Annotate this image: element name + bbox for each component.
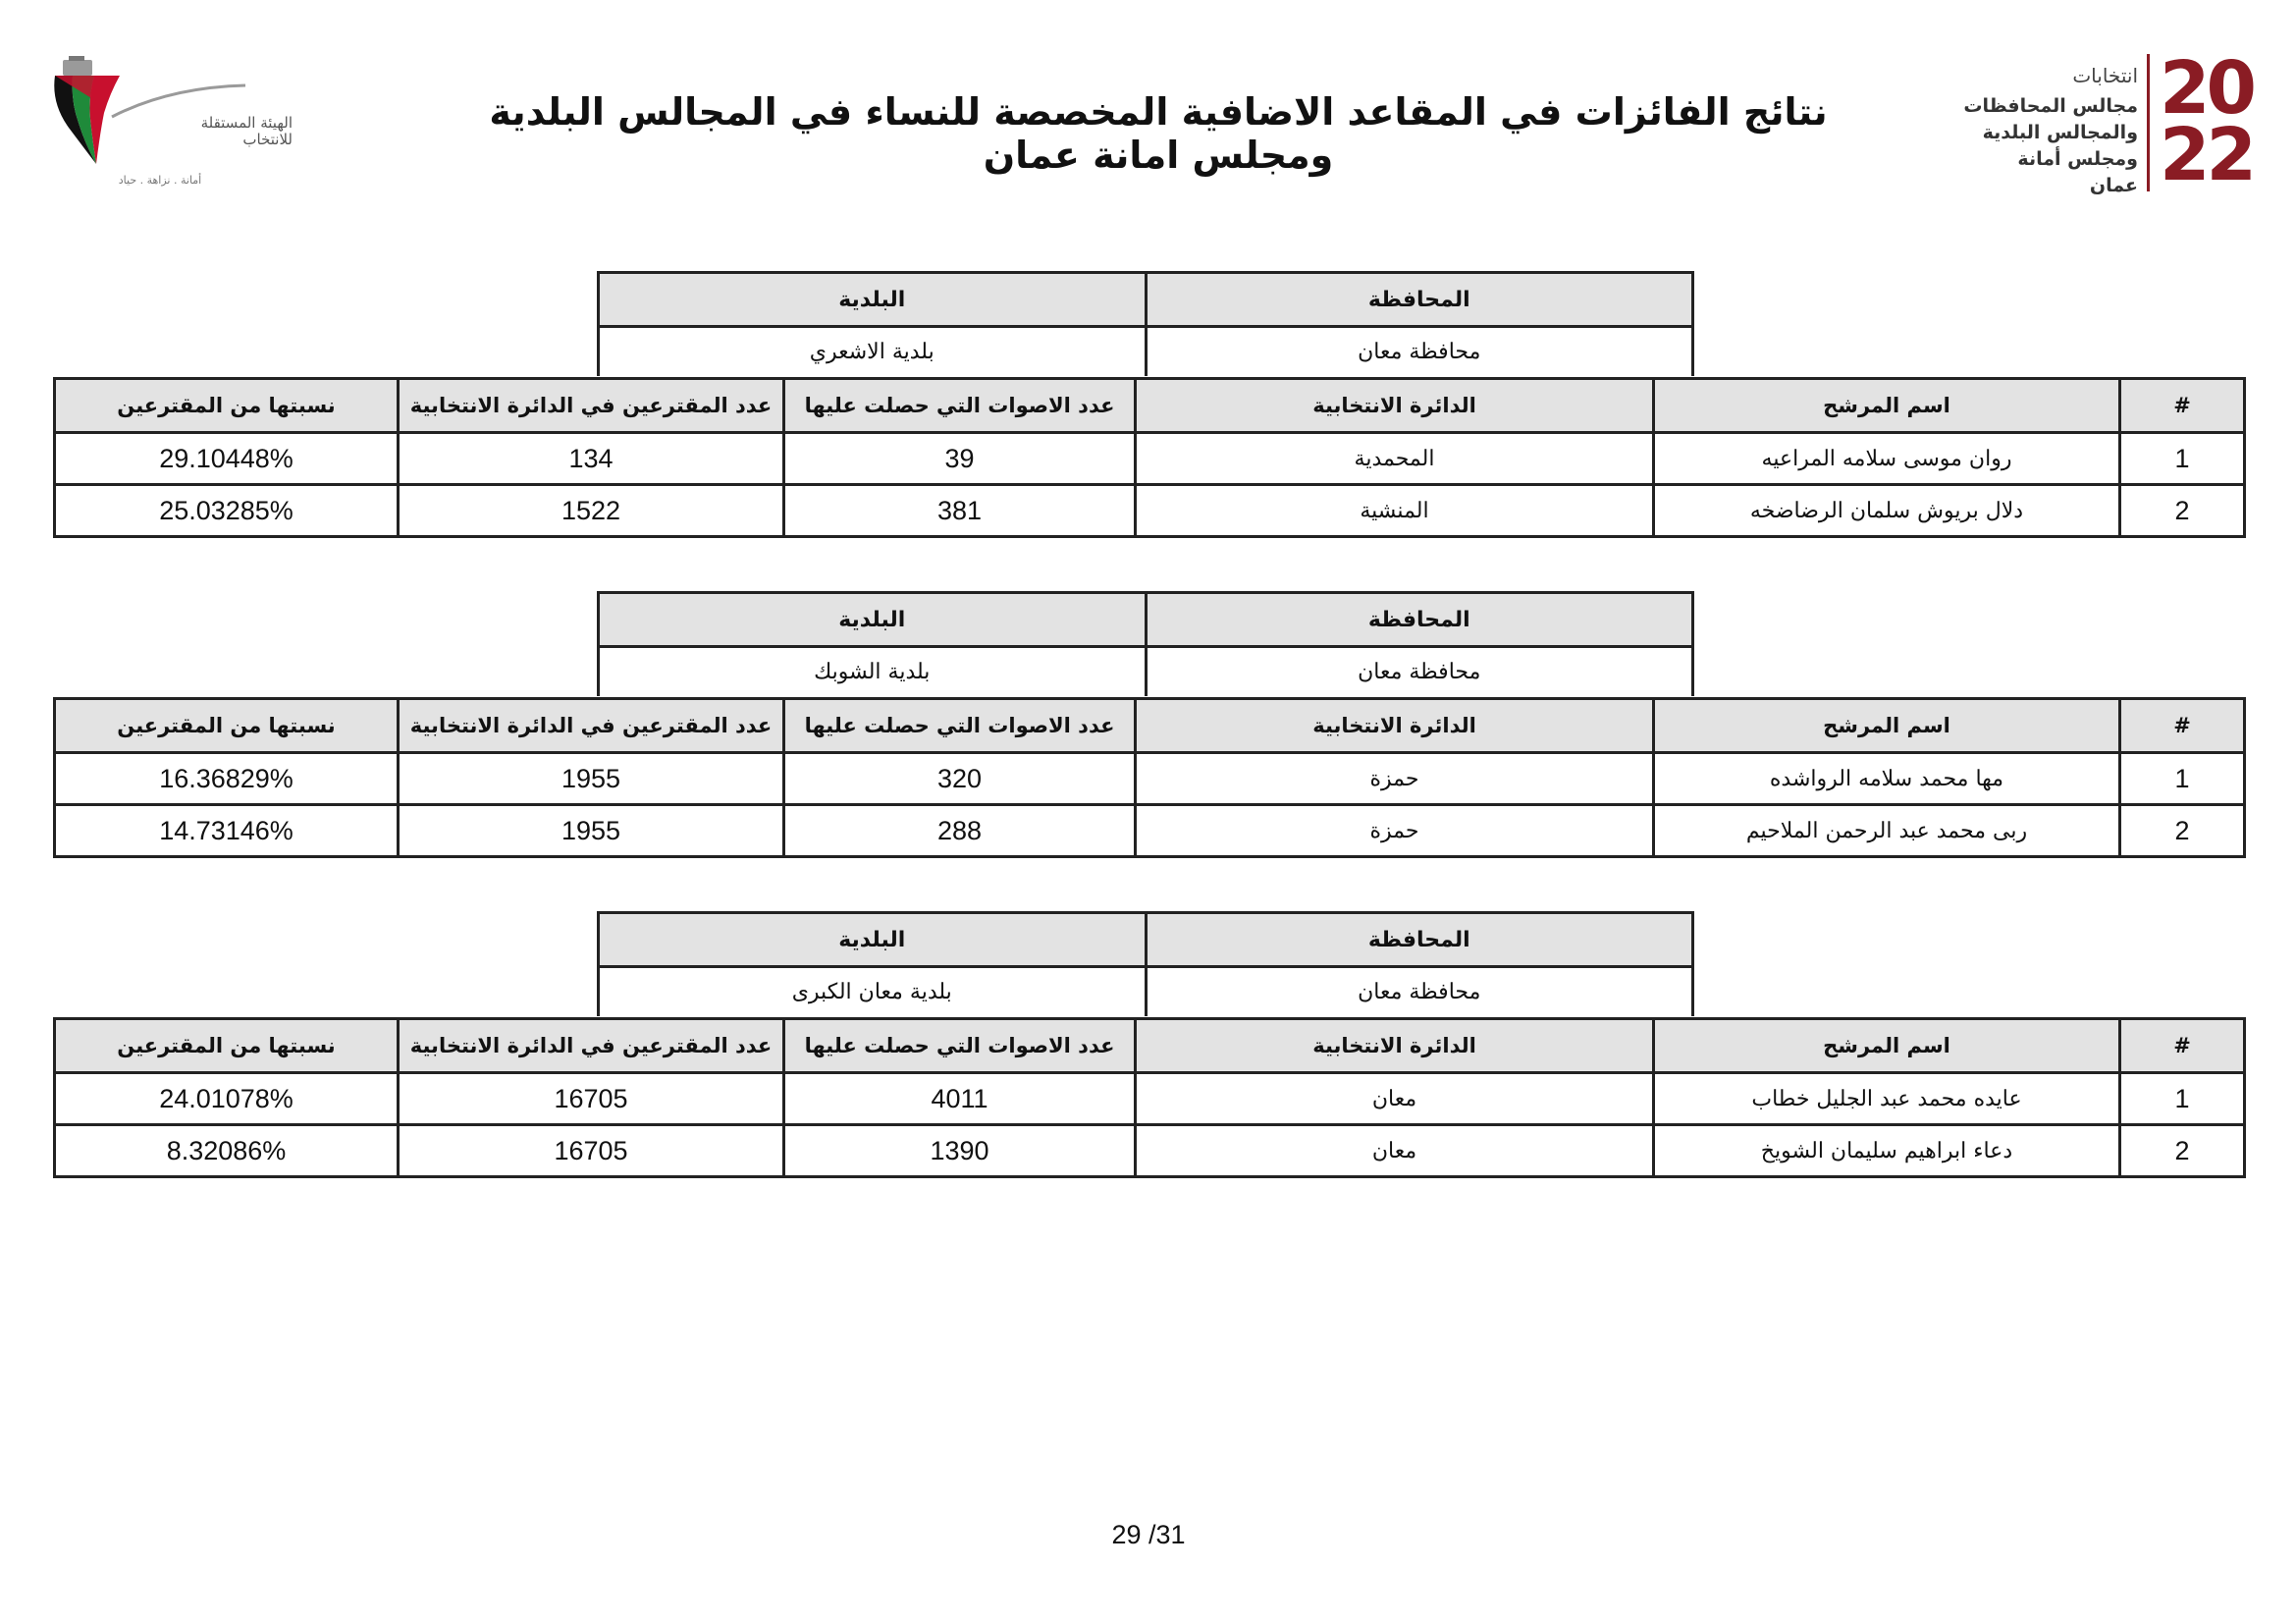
results-table	[53, 377, 2246, 538]
year-mark	[2147, 46, 2253, 197]
district-header: الدائرة الانتخابية	[1136, 1019, 1654, 1073]
candidate-header: اسم المرشح	[1654, 1019, 2120, 1073]
num-header: #	[2120, 699, 2245, 753]
org-tagline: أمانة . نزاهة . حياد	[118, 174, 202, 187]
municipality-value: بلدية الشوبك	[599, 647, 1147, 697]
candidate-header: اسم المرشح	[1654, 379, 2120, 433]
year-top: 20	[2160, 46, 2253, 131]
event-subtitle: مجالس المحافظات والمجالس البلدية ومجلس أمانة عمان	[1963, 95, 2138, 196]
vote-ratio: 25.03285%	[55, 485, 399, 537]
candidate-name: دعاء ابراهيم سليمان الشويخ	[1654, 1125, 2120, 1177]
location-table	[597, 911, 1694, 1016]
year-bottom: 22	[2160, 113, 2253, 197]
municipality-header: البلدية	[599, 273, 1147, 327]
district-header: الدائرة الانتخابية	[1136, 379, 1654, 433]
ratio-header: نسبتها من المقترعين	[55, 1019, 399, 1073]
votes-count: 381	[784, 485, 1136, 537]
governorate-header: المحافظة	[1146, 273, 1693, 327]
table-row	[55, 433, 2245, 485]
district-name: المنشية	[1136, 485, 1654, 537]
candidate-name: عايده محمد عبد الجليل خطاب	[1654, 1073, 2120, 1125]
governorate-header: المحافظة	[1146, 913, 1693, 967]
votes-count: 4011	[784, 1073, 1136, 1125]
elections-2022-logo	[1963, 46, 2258, 197]
votes-count: 320	[784, 753, 1136, 805]
voters-count: 16705	[399, 1125, 784, 1177]
district-header: الدائرة الانتخابية	[1136, 699, 1654, 753]
voters-header: عدد المقترعين في الدائرة الانتخابية	[399, 699, 784, 753]
district-name: المحمدية	[1136, 433, 1654, 485]
voters-count: 16705	[399, 1073, 784, 1125]
district-name: حمزة	[1136, 753, 1654, 805]
governorate-value: محافظة معان	[1146, 327, 1693, 377]
candidate-name: مها محمد سلامه الرواشده	[1654, 753, 2120, 805]
voters-count: 1955	[399, 805, 784, 857]
vote-ratio: 8.32086%	[55, 1125, 399, 1177]
district-name: حمزة	[1136, 805, 1654, 857]
vote-ratio: 24.01078%	[55, 1073, 399, 1125]
org-name: الهيئة المستقلة للانتخاب	[200, 114, 293, 148]
location-table	[597, 591, 1694, 696]
table-row	[55, 805, 2245, 857]
district-name: معان	[1136, 1125, 1654, 1177]
votes-count: 39	[784, 433, 1136, 485]
ratio-header: نسبتها من المقترعين	[55, 699, 399, 753]
governorate-value: محافظة معان	[1146, 647, 1693, 697]
results-table	[53, 1017, 2246, 1178]
voters-count: 134	[399, 433, 784, 485]
voters-header: عدد المقترعين في الدائرة الانتخابية	[399, 379, 784, 433]
ratio-header: نسبتها من المقترعين	[55, 379, 399, 433]
votes-count: 288	[784, 805, 1136, 857]
table-row	[55, 485, 2245, 537]
municipality-value: بلدية الاشعري	[599, 327, 1147, 377]
iec-logo	[49, 54, 293, 196]
table-row	[55, 1073, 2245, 1125]
candidate-name: دلال بريوش سلمان الرضاضخه	[1654, 485, 2120, 537]
voters-header: عدد المقترعين في الدائرة الانتخابية	[399, 1019, 784, 1073]
row-number: 2	[2120, 485, 2245, 537]
voters-count: 1955	[399, 753, 784, 805]
row-number: 2	[2120, 805, 2245, 857]
governorate-value: محافظة معان	[1146, 967, 1693, 1017]
votes-header: عدد الاصوات التي حصلت عليها	[784, 1019, 1136, 1073]
row-number: 2	[2120, 1125, 2245, 1177]
candidate-header: اسم المرشح	[1654, 699, 2120, 753]
results-table	[53, 697, 2246, 858]
row-number: 1	[2120, 433, 2245, 485]
location-table	[597, 271, 1694, 376]
vote-ratio: 16.36829%	[55, 753, 399, 805]
num-header: #	[2120, 379, 2245, 433]
row-number: 1	[2120, 753, 2245, 805]
event-name: انتخابات	[2072, 64, 2138, 87]
table-row	[55, 1125, 2245, 1177]
voters-count: 1522	[399, 485, 784, 537]
candidate-name: ربى محمد عبد الرحمن الملاحيم	[1654, 805, 2120, 857]
num-header: #	[2120, 1019, 2245, 1073]
vote-ratio: 14.73146%	[55, 805, 399, 857]
governorate-header: المحافظة	[1146, 593, 1693, 647]
municipality-value: بلدية معان الكبرى	[599, 967, 1147, 1017]
municipality-header: البلدية	[599, 593, 1147, 647]
candidate-name: روان موسى سلامه المراعيه	[1654, 433, 2120, 485]
page-title: نتائج الفائزات في المقاعد الاضافية المخصصة للنساء في المجالس البلدية ومجلس امانة عمان	[489, 90, 1828, 177]
district-name: معان	[1136, 1073, 1654, 1125]
votes-header: عدد الاصوات التي حصلت عليها	[784, 699, 1136, 753]
table-row	[55, 753, 2245, 805]
votes-count: 1390	[784, 1125, 1136, 1177]
votes-header: عدد الاصوات التي حصلت عليها	[784, 379, 1136, 433]
page-number: 29 /31	[1111, 1520, 1186, 1549]
vote-ratio: 29.10448%	[55, 433, 399, 485]
row-number: 1	[2120, 1073, 2245, 1125]
municipality-header: البلدية	[599, 913, 1147, 967]
